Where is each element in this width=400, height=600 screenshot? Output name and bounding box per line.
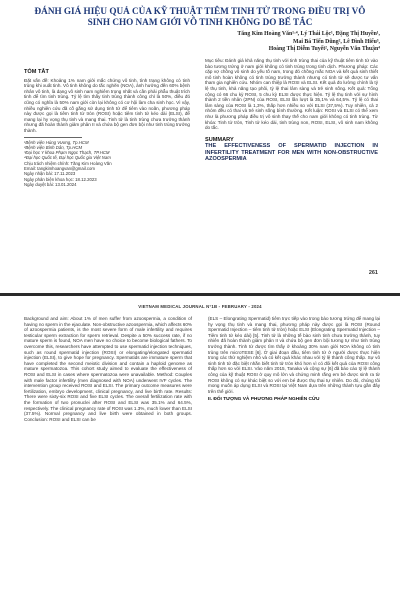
email: Email: tangkimhoangvan@gmail.com	[24, 166, 95, 172]
summary-en-heading: SUMMARY	[205, 136, 234, 143]
summary-vn-text: Đặt vấn đề: Khoảng 1% nam giới mắc chứng vô tinh, tình trạng không có tinh trùng khi xuất tinh. Vô tinh không do tắc nghẽn (NOA), ảnh hưởng đến 60% bệnh nhân vô tinh, là dạng vô sinh nam nghiêm trọng nhất và cần phải phẫu thuật trích tinh để tìm tinh trùng. Tỷ lệ tìm thấy tinh trùng thành công chỉ là 50%, điều đó cũng có nghĩa là 50% nam giới còn lại không có cơ hội làm cha sinh học. Vì vậy, nhiều nghiên cứu đã cố gắng sử dụng tinh tử để tiêm vào noãn, phương pháp này được gọi là tiêm tinh tử tròn (ROSI) hoặc tiêm tinh tử kéo dài (ELSI), để mang lại hy vọng thụ tinh và mang thai. Tinh tử là tinh trùng chưa trưởng thành nhưng đã hoàn thành giảm phân II và chứa bộ gen đơn bội như tinh trùng trưởng thành.	[24, 77, 190, 133]
summary-vn-text-continued: Mục tiêu: Đánh giá khả năng thụ tinh với tinh trùng thai của kỹ thuật tiêm tinh tử vào bào tương trứng ở nam giới không có tinh trùng trong tinh dịch. Phương pháp: Các cặp vợ chồng vô sinh do yếu tố nam, trong đó chồng mắc NOA và kết quả sinh thiết mô tinh hoàn không có tinh trùng trưởng thành nhưng có tinh tử sẽ được tư vấn tham gia nghiên cứu. Nhóm can thiệp là ROSI và ELSI. Kết quả đo lường chính là tỷ lệ thụ tinh, khả năng tạo phôi, tỷ lệ thai lâm sàng và trẻ sinh sống. Kết quả: Tổng cộng có 66 chu kỳ ROSI, 5 chu kỳ ELSI được thực hiện. Tỷ lệ thụ tinh với sự hình thành 2 tiền nhân (2PN) của ROSI, ELSI lần lượt là 35,1% và 64,5%. Tỷ lệ có thai lâm sàng của ROSI là 1,3%, thấp hơn nhiều so với ELSI (37,5%). Tuy nhiên, cả 2 nhóm đều có thai và trẻ sinh sống bình thường. Kết luận: ROSI và ELSI có thể xem như là phương pháp điều trị vô sinh thay thế cho nam giới không có tinh trùng. Từ khóa: Tinh tử tròn, Tinh tử kéo dài, tinh trùng non, ROSI, ELSI, vô sinh nam không do tắc.	[205, 58, 378, 131]
abstract-vn-left-column	[24, 70, 190, 187]
authors-line-2: Mai Bá Tiến Dũng², Lê Đình Hiếu³,	[292, 38, 380, 45]
summary-en-text: Background and aim: About 1% of men suffer from azoospermia, a condition of having no sperm in the ejaculate. Non-obstructive azoospermia, which affects 60% of azoospermia patients, is the most severe form of male infertility and requires testicular sperm extraction for sperm retrieval. Despite a 50% success rate, if no mature sperm is found, NOA men have no choice to become biological fathers. To overcome this, researchers have attempted to use spermatid injection techniques, such as round spermatid injection (ROSI) or elongating/elongated spermatid injection (ELSI), to give hope for pregnancy. Spermatids are immature sperm that have completed the second meiotic division and contain a haploid genome as mature spermatozoa. This cohort study aimed to evaluate the effectiveness of ROSI and ELSI in cases where spermatozoa were unavailable. Method: Couples with male factor infertility (men diagnosed with NOA) underwent IVF cycles. The intervention group received ROSI and ELSI. The primary outcome measures were fertilization, embryo development, clinical pregnancy, and live birth rate. Results: There were sixty-six ROSI and five ELSI cycles. The overall fertilization rate with the formation of two pronuclei after ROSI and ELSI was 35.1% and 64.5%, respectively. The clinical pregnancy rate of ROSI was 1.3%, much lower than ELSI (37.5%). Normal pregnancy and live birth were obtained in both groups. Conclusion: ROSI and ELSI can be	[24, 316, 192, 422]
section-heading: II. ĐỐI TƯỢNG VÀ PHƯƠNG PHÁP NGHIÊN CỨU	[208, 397, 320, 403]
footnote: ⁴Đại học Quốc tế, Đại học Quốc gia Việt Nam	[24, 155, 111, 161]
article-first-page	[0, 0, 400, 293]
abstract-en-column	[24, 316, 192, 422]
received-date: Ngày nhận bài: 17.11.2023	[24, 171, 76, 177]
footnote: ²Bệnh viện Bình Dân, Tp.HCM	[24, 144, 83, 150]
introduction-text: (ELS – Elongrating Spermatid) tiêm trực tiếp vào trong bào tương trứng để mang lại hy vọng thụ tinh và mang thai, phương pháp này được gọi là ROSI (Round Spermatid Injection – tiêm tinh tử tròn) hoặc ELSI (Elongrating Spermatid Injection – Tiêm tinh tử kéo dài) [5]. Tinh tử là những tế bào sinh tinh chưa trưởng thành, tuy nhiên đã hoàn thành giảm phân II và chứa bộ gen đơn bội tương tự như tinh trùng trưởng thành. Tinh tử được tìm thấy ở khoảng 30% nam giới NOA không có tinh trùng trên microTESE [6]. Ở giai đoạn đầu, tiêm tinh tử ở người được thực hiện trong các thử nghiệm nhỏ và có kết quả khác nhau với tỷ lệ thành công thấp. Sự vô sinh tinh tử đặc biệt nhằn biết tinh tử tròn khó hơn vì có đôi kết quả của ROSI công thấp hơn so với ELSI. Vào năm 2015, Tanaka và cộng sự [6] đã báo cáo tỷ lệ thành công của kỹ thuật ROSI ở quy mô lớn và chứng minh rằng em bé được sinh ra từ ROSI không có sự khác biệt so với em bé được thụ thai tự nhiên. Do đó, chúng tôi mong muốn áp dụng ELSI và ROSI tại Việt Nam dựa trên những thành tựu gần đây trên thế giới.	[208, 316, 380, 394]
footnote: ³Đại học Y khoa Phạm Ngọc Thạch, TP.HCM	[24, 150, 110, 156]
journal-header: VIETNAM MEDICAL JOURNAL N°1B - FEBRUARY - 2024	[138, 304, 262, 309]
authors-line-3: Hoàng Thị Diễm Tuyết², Nguyễn Văn Thuận⁴	[268, 46, 380, 53]
summary-en-title: THE EFFECTIVENESS OF SPERMATID INJECTION IN INFERTILITY TREATMENT FOR MEN WITH NON-OBSTRUCTIVE AZOOSPERMIA	[205, 143, 378, 162]
summary-vn-heading: TÓM TẮT	[24, 69, 49, 75]
review-date: Ngày phản biện khoa học: 18.12.2023	[24, 176, 97, 182]
accepted-date: Ngày duyệt bài: 13.01.2024	[24, 181, 77, 187]
corresponding-author: Chịu trách nhiệm chính: Tăng Kim Hoàng Văn	[24, 160, 112, 166]
authors-line-1: Tăng Kim Hoàng Văn¹·⁴, Lý Thái Lộc¹, Đặng Thị Huyền¹,	[237, 31, 380, 37]
introduction-column	[208, 316, 380, 403]
article-title: ĐÁNH GIÁ HIỆU QUẢ CỦA KỸ THUẬT TIÊM TINH TỬ TRONG ĐIỀU TRỊ VÔ SINH CHO NAM GIỚI VÔ TINH KHÔNG DO BẾ TẮC	[34, 6, 366, 27]
author-list	[120, 31, 380, 54]
footnote-divider	[24, 137, 82, 138]
footnote: ¹Bệnh viện Hùng Vương, Tp.HCM	[24, 139, 89, 145]
article-second-page	[0, 296, 400, 600]
abstract-vn-right-column	[205, 58, 378, 162]
page-number: 261	[368, 270, 378, 276]
